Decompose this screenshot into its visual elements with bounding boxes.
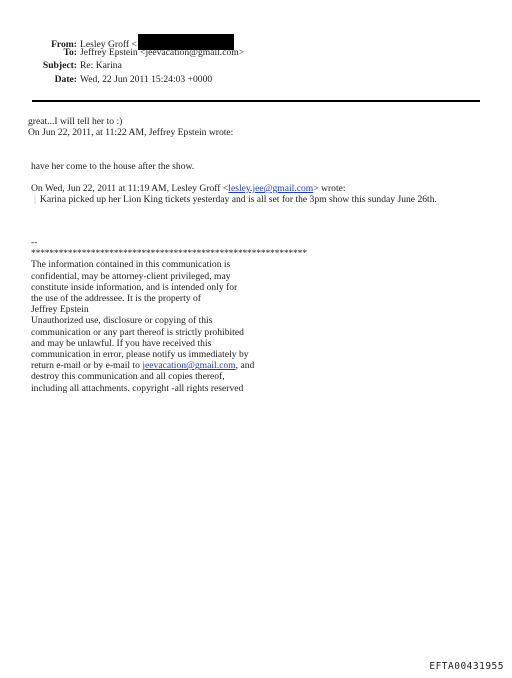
- date-value: Wed, 22 Jun 2011 15:24:03 +0000: [80, 73, 213, 85]
- subject-row: [0, 60, 512, 73]
- quoted-message: [34, 194, 437, 205]
- disclaimer-line: confidential, may be attorney-client privileged, may: [31, 270, 231, 282]
- email-header: [0, 34, 512, 87]
- disclaimer-line: the use of the addressee. It is the property of: [31, 293, 201, 305]
- disclaimer-line: and may be unlawful. If you have received this: [31, 337, 212, 349]
- reply-2-attribution: [31, 183, 437, 194]
- attribution-suffix: > wrote:: [313, 183, 346, 194]
- signature-dashes: --: [31, 237, 38, 248]
- return-prefix: return e-mail or by e-mail to: [31, 360, 143, 372]
- reply-2: [31, 161, 194, 172]
- attribution-prefix: On Wed, Jun 22, 2011 at 11:19 AM, Lesley Groff <: [31, 183, 229, 194]
- disclaimer-line: communication or any part thereof is strictly prohibited: [31, 326, 244, 338]
- disclaimer-line: constitute inside information, and is intended only for: [31, 281, 238, 293]
- to-label: To:: [63, 47, 77, 59]
- date-label: Date:: [54, 73, 77, 85]
- jeevacation-email-link[interactable]: jeevacation@gmail.com: [142, 360, 236, 372]
- reply-1-attribution: On Jun 22, 2011, at 11:22 AM, Jeffrey Epstein wrote:: [28, 127, 234, 139]
- from-label: From:: [51, 39, 77, 50]
- signature-stars: ************************************************************: [31, 248, 307, 260]
- from-row: [0, 34, 512, 50]
- quote-bar: |: [34, 194, 36, 206]
- disclaimer-line: destroy this communication and all copies thereof,: [31, 371, 225, 383]
- disclaimer-line: communication in error, please notify us immediately by: [31, 349, 249, 361]
- disclaimer-return-line: [31, 360, 307, 371]
- signature-block: [31, 237, 307, 394]
- subject-label: Subject:: [42, 60, 77, 72]
- reply-1: [28, 116, 233, 138]
- to-row: [0, 47, 512, 60]
- reply-2-text: have her come to the house after the show.: [31, 161, 195, 172]
- document-id: EFTA00431955: [429, 661, 504, 672]
- subject-value: Re: Karina: [80, 60, 122, 72]
- return-suffix: , and: [235, 360, 255, 372]
- date-row: [0, 74, 512, 87]
- lesley-email-link[interactable]: lesley.jee@gmail.com: [228, 183, 314, 194]
- disclaimer-line: Unauthorized use, disclosure or copying of this: [31, 315, 213, 327]
- disclaimer-line: The information contained in this communication is: [31, 259, 231, 271]
- disclaimer-line: Jeffrey Epstein: [31, 304, 89, 316]
- reply-3: [31, 183, 437, 205]
- disclaimer-line: including all attachments. copyright -all rights reserved: [31, 382, 244, 394]
- to-value: Jeffrey Epstein <jeevacation@gmail.com>: [80, 47, 245, 59]
- from-value: Lesley Groff <: [80, 39, 137, 50]
- quoted-text: Karina picked up her Lion King tickets yesterday and is all set for the 3pm show this sunday June 26th.: [39, 194, 437, 206]
- header-divider: [32, 100, 480, 102]
- reply-1-text: great...I will tell her to :): [28, 116, 123, 127]
